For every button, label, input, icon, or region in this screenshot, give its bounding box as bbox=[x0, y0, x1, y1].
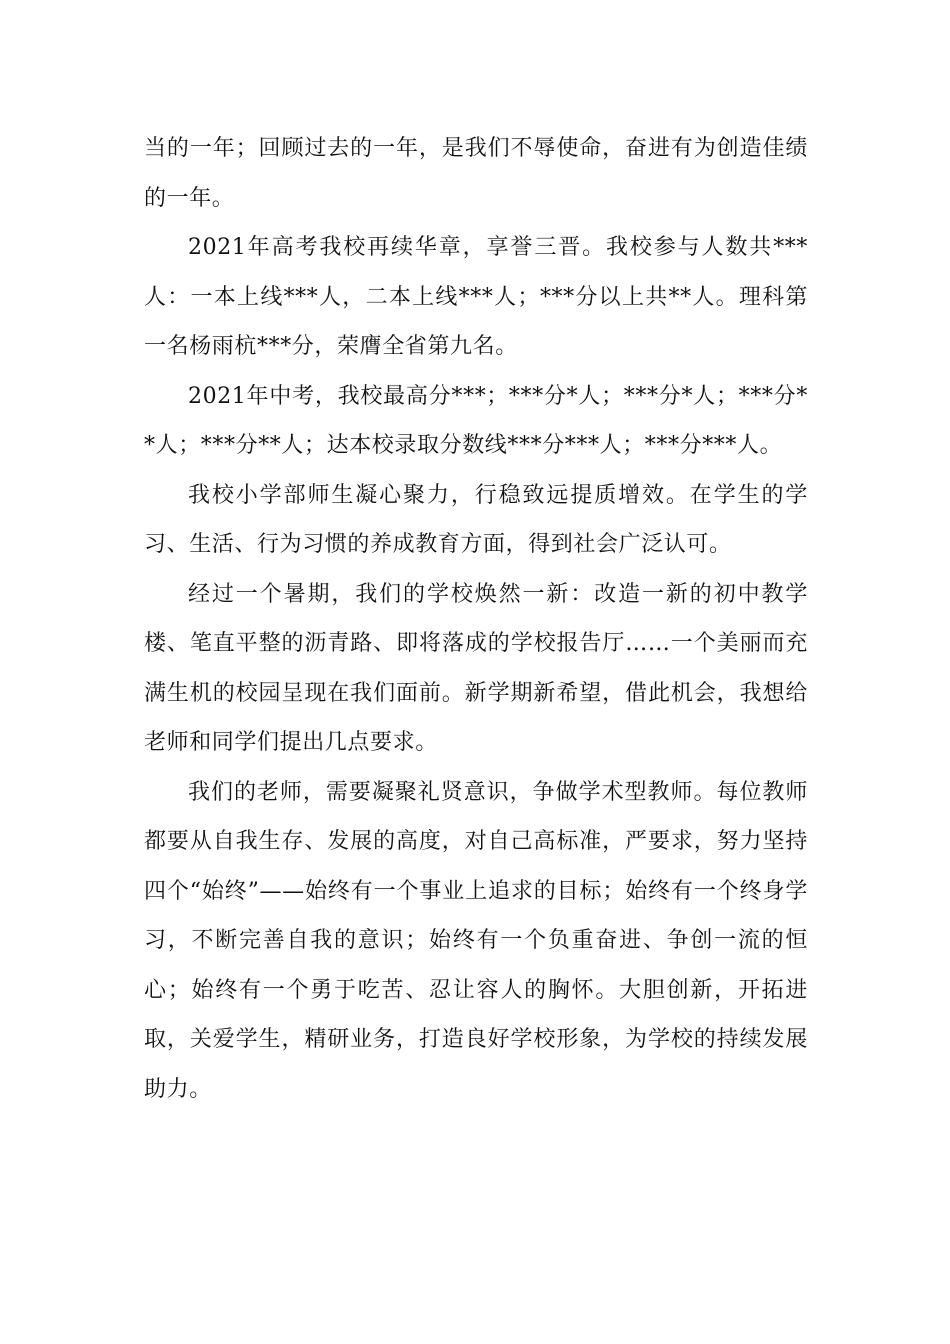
paragraph-campus-renewal: 经过一个暑期，我们的学校焕然一新：改造一新的初中教学楼、笔直平整的沥青路、即将落成的学校报告厅……一个美丽而充满生机的校园呈现在我们面前。新学期新希望，借此机会，我想给老师和同学们提出几点要求。 bbox=[144, 581, 808, 755]
paragraph-gaokao-results: 2021年高考我校再续华章，享誉三晋。我校参与人数共***人：一本上线***人，二本上线***人；***分以上共**人。理科第一名杨雨杭***分，荣膺全省第九名。 bbox=[144, 235, 808, 359]
paragraph-continuation: 当的一年；回顾过去的一年，是我们不辱使命，奋进有为创造佳绩的一年。 bbox=[144, 136, 808, 211]
document-body bbox=[144, 124, 808, 1114]
paragraph-zhongkao-results: 2021年中考，我校最高分***；***分*人；***分*人；***分**人；***分**人；达本校录取分数线***分***人；***分***人。 bbox=[144, 383, 808, 458]
paragraph-teacher-requirements: 我们的老师，需要凝聚礼贤意识，争做学术型教师。每位教师都要从自我生存、发展的高度，对自己高标准，严要求，努力坚持四个“始终”——始终有一个事业上追求的目标；始终有一个终身学习，不断完善自我的意识；始终有一个负重奋进、争创一流的恒心；始终有一个勇于吃苦、忍让容人的胸怀。大胆创新，开拓进取，关爱学生，精研业务，打造良好学校形象，为学校的持续发展助力。 bbox=[144, 779, 808, 1102]
paragraph-primary-school: 我校小学部师生凝心聚力，行稳致远提质增效。在学生的学习、生活、行为习惯的养成教育方面，得到社会广泛认可。 bbox=[144, 482, 808, 557]
